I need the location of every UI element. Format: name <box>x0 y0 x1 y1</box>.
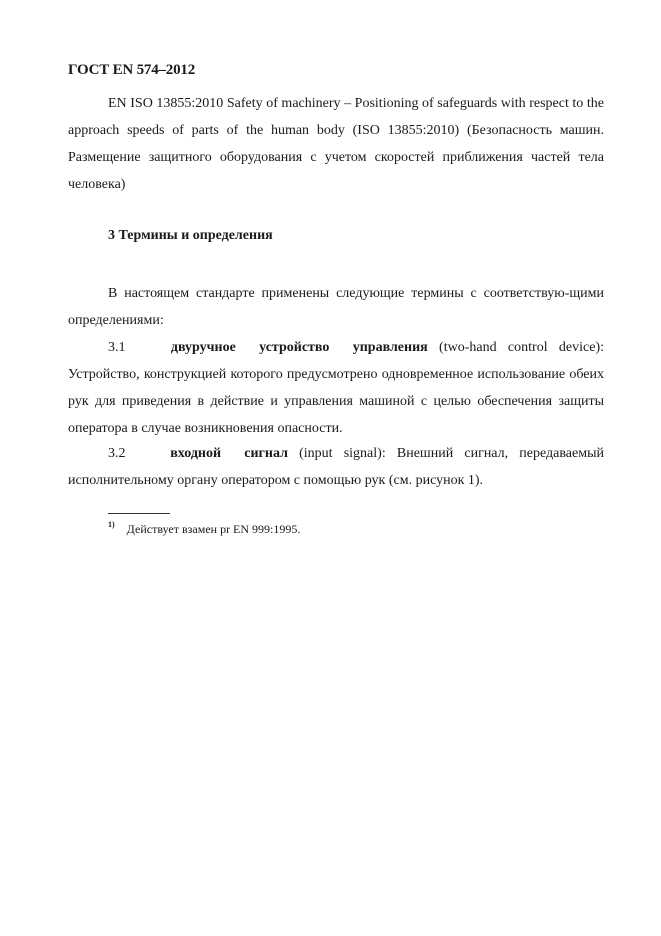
footnote-separator <box>108 513 170 514</box>
term-number: 3.1 <box>108 340 126 355</box>
standard-header: ГОСТ EN 574–2012 <box>68 62 195 78</box>
section-intro-paragraph: В настоящем стандарте применены следующие термины с соответствую-щими определениями: <box>68 286 604 328</box>
term-definition: (input signal): Внешний сигнал, передаваемый исполнительному органу оператором с помощью рук (см. рисунок 1). <box>68 446 604 488</box>
term-number: 3.2 <box>108 446 126 461</box>
footnote-marker: 1) <box>108 520 115 529</box>
footnote-text: Действует взамен pr EN 999:1995. <box>126 522 301 536</box>
term-3-1-paragraph <box>68 334 604 442</box>
section-title: 3 Термины и определения <box>108 228 273 243</box>
term-name: двуручное устройство управления <box>170 340 428 355</box>
term-3-2-paragraph <box>68 440 604 494</box>
normative-reference-paragraph: EN ISO 13855:2010 Safety of machinery – Positioning of safeguards with respect to the approach speeds of parts of the human body (ISO 13855:2010) (Безопасность машин. Размещение защитного оборудования с учетом скоростей приближения частей тела человека) <box>68 96 604 192</box>
footnote <box>108 522 300 537</box>
term-name: входной сигнал <box>170 446 288 461</box>
term-definition: (two-hand control device): Устройство, конструкцией которого предусмотрено одновременное использование обеих рук для приведения в действие и управления машиной с целью обеспечения защиты оператора в случае возникновения опасности. <box>68 340 605 436</box>
